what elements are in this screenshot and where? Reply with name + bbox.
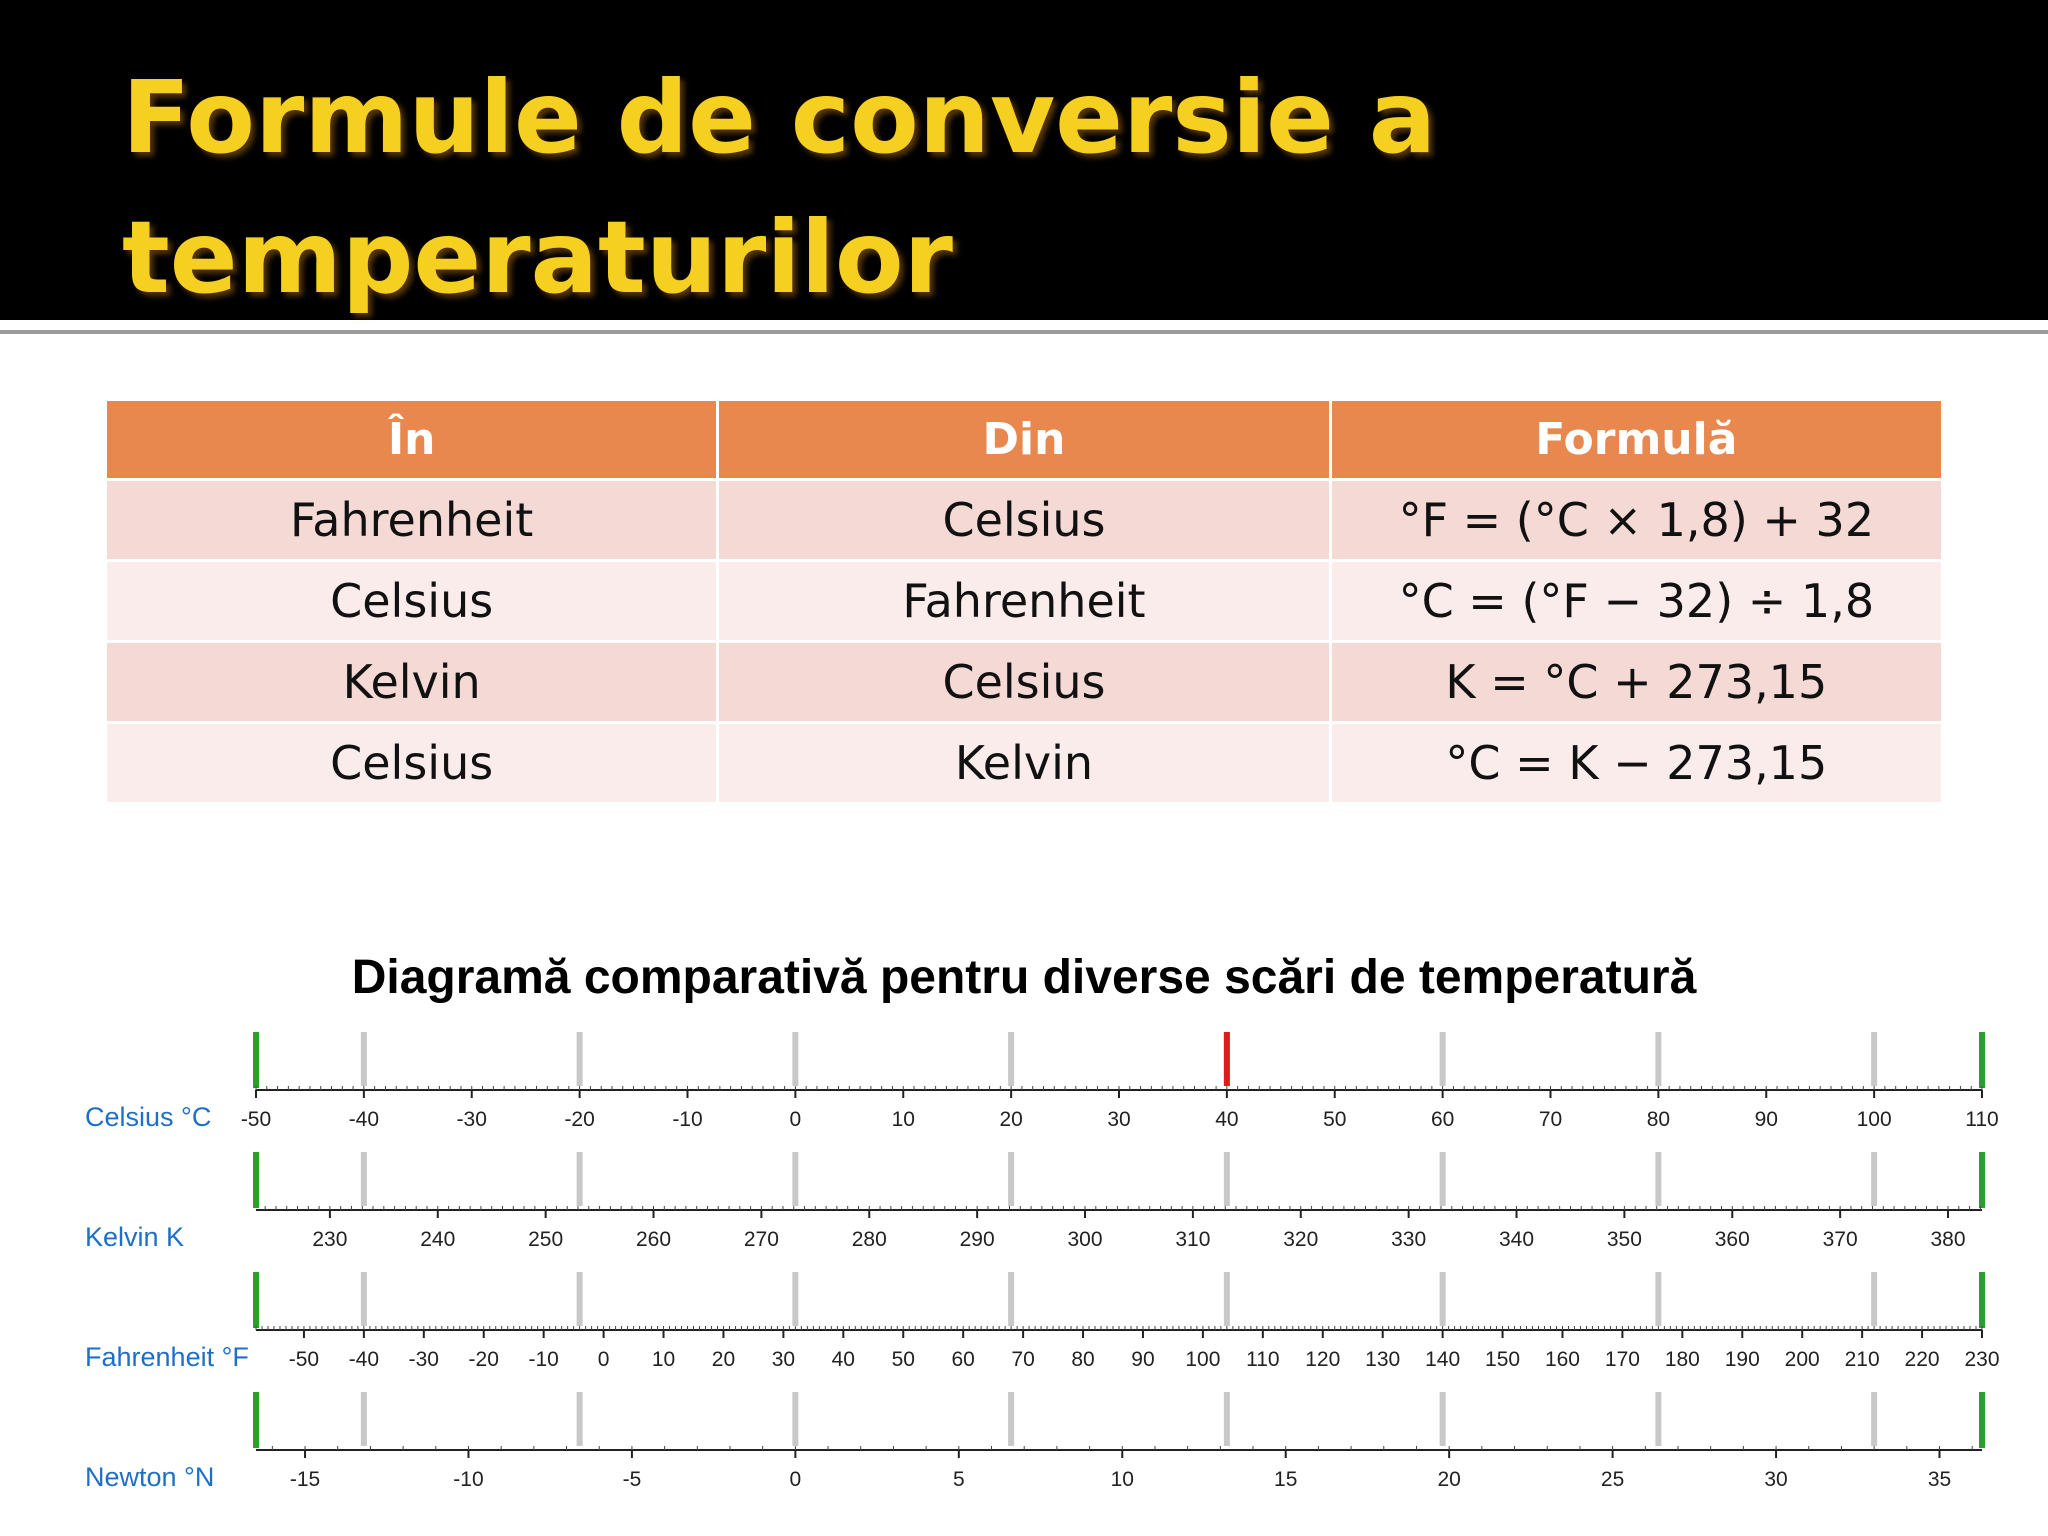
tick-label: 90 [1131,1348,1155,1371]
tick-label: 220 [1904,1348,1940,1371]
tick-label: 0 [789,1108,802,1131]
tick-label: 60 [951,1348,975,1371]
grid-bar [577,1152,583,1206]
tick-label: 240 [420,1228,456,1251]
tick-label: 350 [1606,1228,1642,1251]
tick-label: 360 [1714,1228,1750,1251]
tick-label: 10 [651,1348,676,1371]
tick-label: 35 [1927,1468,1952,1491]
table-header-row [107,401,1941,478]
tick-label: 310 [1175,1228,1211,1251]
grid-bar [1655,1272,1661,1326]
grid-bar [1224,1392,1230,1446]
tick-label: 90 [1754,1108,1778,1131]
cell-in: Celsius [107,724,716,802]
tick-label: 20 [999,1108,1023,1131]
end-marker-left [253,1392,259,1448]
grid-bar [1871,1152,1877,1206]
grid-bar [1008,1272,1014,1326]
tick-label: 0 [597,1348,610,1371]
scale-label: Newton °N [85,1462,215,1492]
slide-title [122,48,1436,328]
scale-label: Fahrenheit °F [85,1342,249,1372]
tick-label: 340 [1498,1228,1535,1251]
grid-bar [1224,1272,1230,1326]
header-din: Din [719,401,1328,478]
cell-formula: K = °C + 273,15 [1332,643,1941,721]
tick-label: 70 [1011,1348,1035,1371]
marker-bar [1224,1032,1230,1086]
cell-in: Celsius [107,562,716,640]
tick-label: 270 [743,1228,779,1251]
tick-label: 170 [1604,1348,1640,1371]
tick-label: -40 [348,1348,380,1371]
cell-in: Kelvin [107,643,716,721]
diagram-title: Diagramă comparativă pentru diverse scări de temperatură [351,951,1697,1004]
header-in: În [107,401,716,478]
slide-title-line-2: temperaturilor [122,199,953,316]
table-row [107,643,1941,721]
grid-bar [361,1392,367,1446]
conversion-table [104,398,1944,805]
slide-title-line-1: Formule de conversie a [122,59,1437,176]
tick-label: -30 [408,1348,439,1371]
end-marker-left [253,1272,259,1328]
tick-label: 10 [1110,1468,1134,1491]
tick-label: 50 [1323,1108,1347,1131]
cell-din: Kelvin [719,724,1328,802]
tick-label: 80 [1071,1348,1095,1371]
end-marker-right [1979,1152,1985,1208]
tick-label: 370 [1822,1228,1858,1251]
tick-label: 150 [1485,1348,1521,1371]
tick-label: 80 [1646,1108,1671,1131]
tick-label: 180 [1664,1348,1700,1371]
tick-label: -10 [453,1468,484,1491]
tick-label: 110 [1965,1108,1999,1131]
end-marker-right [1979,1272,1985,1328]
tick-label: 260 [635,1228,672,1251]
tick-label: 60 [1430,1108,1455,1131]
tick-label: -30 [456,1108,487,1131]
tick-label: 130 [1365,1348,1401,1371]
tick-label: -10 [528,1348,559,1371]
tick-label: -50 [240,1108,272,1131]
grid-bar [1871,1272,1877,1326]
cell-formula: °F = (°C × 1,8) + 32 [1332,481,1941,559]
title-divider [0,330,2048,334]
end-marker-right [1979,1392,1985,1448]
grid-bar [1440,1152,1446,1206]
grid-bar [1008,1392,1014,1446]
grid-bar [577,1272,583,1326]
grid-bar [1655,1152,1661,1206]
tick-label: 100 [1185,1348,1221,1371]
tick-label: 15 [1274,1468,1298,1491]
scale-label: Celsius °C [85,1102,212,1132]
temperature-scales-diagram [0,1010,2048,1530]
grid-bar [1440,1032,1446,1086]
tick-label: 210 [1844,1348,1880,1371]
table-row [107,724,1941,802]
header-formula: Formulă [1332,401,1941,478]
grid-bar [1008,1152,1014,1206]
tick-label: 300 [1067,1228,1103,1251]
grid-bar [1224,1152,1230,1206]
cell-in: Fahrenheit [107,481,716,559]
cell-din: Celsius [719,481,1328,559]
title-band [0,0,2048,320]
tick-label: 30 [1107,1108,1131,1131]
table-row [107,481,1941,559]
tick-label: 190 [1724,1348,1760,1371]
tick-label: 280 [851,1228,887,1251]
tick-label: 140 [1425,1348,1461,1371]
tick-label: -50 [288,1348,320,1371]
grid-bar [1871,1392,1877,1446]
grid-bar [577,1392,583,1446]
grid-bar [792,1152,798,1206]
tick-label: 70 [1538,1108,1563,1131]
tick-label: -20 [468,1348,499,1371]
cell-din: Celsius [719,643,1328,721]
cell-formula: °C = K − 273,15 [1332,724,1941,802]
grid-bar [577,1032,583,1086]
tick-label: 5 [952,1468,965,1491]
end-marker-left [253,1032,259,1088]
tick-label: -5 [622,1468,642,1491]
tick-label: 100 [1856,1108,1892,1131]
tick-label: -15 [289,1468,321,1491]
scale-label: Kelvin K [85,1222,185,1252]
tick-label: 250 [528,1228,564,1251]
end-marker-left [253,1152,259,1208]
grid-bar [361,1032,367,1086]
cell-din: Fahrenheit [719,562,1328,640]
tick-label: 380 [1930,1228,1966,1251]
tick-label: -10 [672,1108,703,1131]
tick-label: 160 [1544,1348,1581,1371]
tick-label: 20 [711,1348,736,1371]
tick-label: 0 [789,1468,802,1491]
tick-label: 320 [1283,1228,1319,1251]
tick-label: 30 [771,1348,796,1371]
tick-label: 50 [891,1348,915,1371]
grid-bar [1008,1032,1014,1086]
grid-bar [1440,1272,1446,1326]
end-marker-right [1979,1032,1985,1088]
grid-bar [361,1152,367,1206]
grid-bar [1655,1392,1661,1446]
tick-label: 200 [1784,1348,1820,1371]
grid-bar [1655,1032,1661,1086]
tick-label: -20 [564,1108,595,1131]
table-row [107,562,1941,640]
tick-label: 330 [1391,1228,1427,1251]
tick-label: 40 [831,1348,855,1371]
grid-bar [1440,1392,1446,1446]
tick-label: 120 [1305,1348,1341,1371]
grid-bar [792,1272,798,1326]
tick-label: 290 [959,1228,995,1251]
tick-label: 30 [1764,1468,1788,1491]
tick-label: -40 [348,1108,380,1131]
tick-label: 10 [891,1108,915,1131]
tick-label: 230 [1964,1348,2000,1371]
tick-label: 20 [1437,1468,1461,1491]
tick-label: 40 [1215,1108,1239,1131]
cell-formula: °C = (°F − 32) ÷ 1,8 [1332,562,1941,640]
tick-label: 25 [1600,1468,1625,1491]
tick-label: 110 [1246,1348,1280,1371]
grid-bar [792,1392,798,1446]
grid-bar [792,1032,798,1086]
grid-bar [361,1272,367,1326]
grid-bar [1871,1032,1877,1086]
tick-label: 230 [312,1228,348,1251]
